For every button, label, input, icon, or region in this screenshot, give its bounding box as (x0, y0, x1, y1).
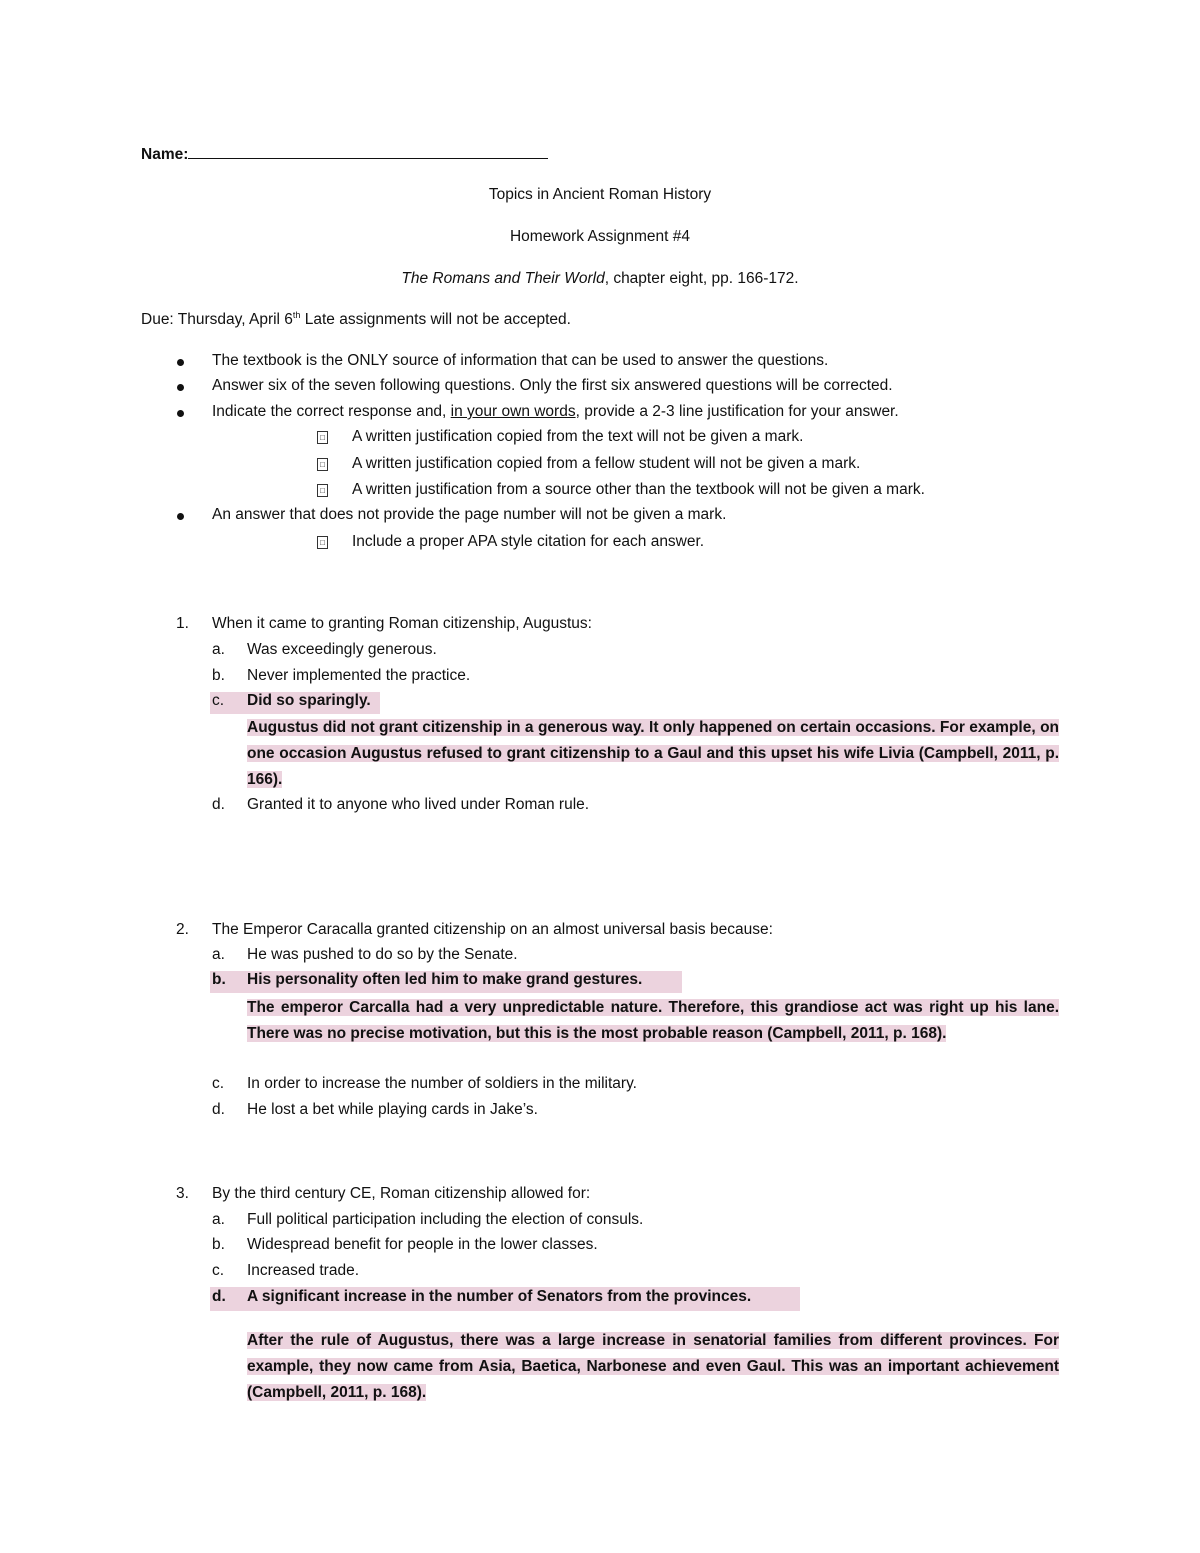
q2-justification: The emperor Carcalla had a very unpredictable nature. Therefore, this grandiose act was right up his lane. There was no precise motivation, but this is the most probable reason (Campbell, 2011, p. 168). (247, 999, 1059, 1042)
bullet-icon (177, 513, 184, 520)
sub-instruction-4: Include a proper APA style citation for each answer. (352, 533, 705, 550)
due-superscript: th (292, 310, 301, 320)
question-2-stem: The Emperor Caracalla granted citizenship on an almost universal basis because: (212, 921, 773, 938)
book-title: The Romans and Their World (401, 270, 605, 287)
sub-instruction-3: A written justification from a source other than the textbook will not be given a mark. (352, 481, 925, 498)
option-letter: c. (212, 692, 225, 709)
q2-option-d: He lost a bet while playing cards in Jake’s. (247, 1101, 538, 1118)
q2-option-b-selected: His personality often led him to make grand gestures. (247, 971, 643, 988)
instruction-4: An answer that does not provide the page number will not be given a mark. (212, 506, 727, 523)
option-letter: a. (212, 641, 225, 658)
option-letter: d. (212, 1288, 226, 1305)
instruction-3: Indicate the correct response and, in your own words, provide a 2-3 line justification for your answer. (212, 403, 899, 420)
option-letter: c. (212, 1075, 225, 1092)
option-letter: b. (212, 971, 226, 988)
own-words-underlined: in your own words (450, 403, 576, 420)
q3-option-a: Full political participation including the election of consuls. (247, 1211, 644, 1228)
q1-option-c-selected: Did so sparingly. (247, 692, 371, 709)
option-letter: c. (212, 1262, 225, 1279)
option-letter: a. (212, 946, 225, 963)
sub-instruction-2: A written justification copied from a fellow student will not be given a mark. (352, 455, 861, 472)
due-line (141, 310, 571, 329)
bullet-icon (177, 359, 184, 366)
option-letter: d. (212, 1101, 225, 1118)
name-blank-line (188, 144, 548, 159)
square-bullet-icon: □ (317, 536, 328, 549)
square-bullet-icon: □ (317, 431, 328, 444)
square-bullet-icon: □ (317, 458, 328, 471)
question-number: 3. (176, 1185, 189, 1202)
name-field (141, 144, 548, 164)
q3-option-b: Widespread benefit for people in the lower classes. (247, 1236, 598, 1253)
q2-option-a: He was pushed to do so by the Senate. (247, 946, 518, 963)
q3-option-c: Increased trade. (247, 1262, 360, 1279)
chapter-pages: , chapter eight, pp. 166-172. (604, 270, 799, 287)
sub-instruction-1: A written justification copied from the text will not be given a mark. (352, 428, 804, 445)
q1-justification: Augustus did not grant citizenship in a generous way. It only happened on certain occasions. For example, on one occasion Augustus refused to grant citizenship to a Gaul and this upset his wife Livia (Campbell, 2011, p. 166). (247, 719, 1059, 788)
bullet-icon (177, 410, 184, 417)
question-1-stem: When it came to granting Roman citizenship, Augustus: (212, 615, 592, 632)
q1-option-b: Never implemented the practice. (247, 667, 471, 684)
question-number: 2. (176, 921, 189, 938)
q1-option-d: Granted it to anyone who lived under Roman rule. (247, 796, 590, 813)
assignment-title: Homework Assignment #4 (509, 228, 691, 245)
course-title: Topics in Ancient Roman History (488, 186, 712, 203)
q2-option-c: In order to increase the number of soldiers in the military. (247, 1075, 637, 1092)
question-number: 1. (176, 615, 189, 632)
option-letter: d. (212, 796, 225, 813)
reading-reference (0, 270, 1200, 288)
q1-option-a: Was exceedingly generous. (247, 641, 437, 658)
due-label: Due: Thursday, April 6 (141, 311, 293, 329)
option-letter: a. (212, 1211, 225, 1228)
late-notice: Late assignments will not be accepted. (300, 311, 571, 329)
q3-option-d-selected: A significant increase in the number of Senators from the provinces. (247, 1288, 752, 1305)
option-letter: b. (212, 1236, 225, 1253)
option-letter: b. (212, 667, 225, 684)
question-3-stem: By the third century CE, Roman citizenship allowed for: (212, 1185, 591, 1202)
instruction-2: Answer six of the seven following questions. Only the first six answered questions will be corrected. (212, 377, 893, 394)
q3-justification: After the rule of Augustus, there was a large increase in senatorial families from different provinces. For example, they now came from Asia, Baetica, Narbonese and even Gaul. This was an important achievement (Campbell, 2011, p. 168). (247, 1332, 1059, 1401)
square-bullet-icon: □ (317, 484, 328, 497)
instruction-1: The textbook is the ONLY source of information that can be used to answer the questions. (212, 352, 829, 369)
bullet-icon (177, 384, 184, 391)
name-label: Name: (141, 146, 189, 163)
